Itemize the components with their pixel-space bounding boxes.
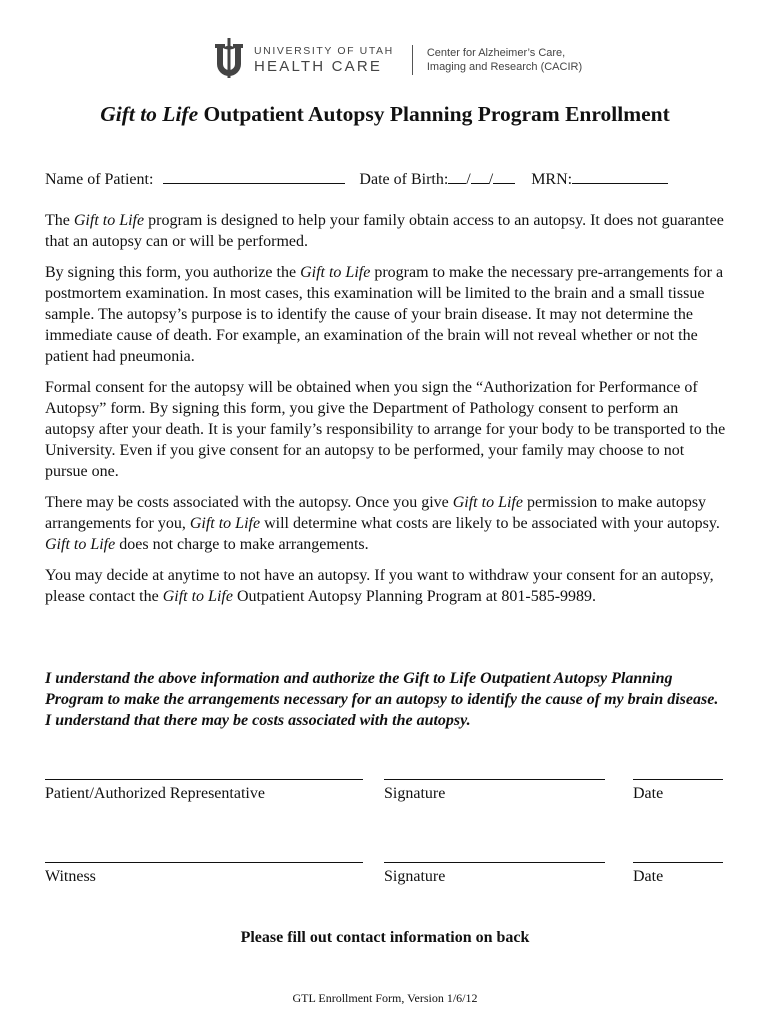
witness-name-line[interactable] — [45, 862, 363, 863]
signature-row-patient — [45, 779, 725, 819]
page-title — [0, 102, 770, 127]
body-text — [45, 210, 727, 617]
witness-name-block — [45, 862, 363, 886]
dob-sep-2: / — [488, 171, 494, 188]
patient-fields — [45, 169, 735, 189]
p4-italic-2: Gift to Life — [189, 515, 261, 532]
title-rest: Outpatient Autopsy Planning Program Enrollment — [198, 102, 670, 126]
dob-year-field[interactable] — [493, 169, 515, 184]
dob-sep-1: / — [466, 171, 471, 188]
witness-signature-line[interactable] — [384, 862, 605, 863]
dob-label: Date of Birth: — [359, 171, 449, 188]
p4-text-a: There may be costs associated with the autopsy. Once you give — [45, 494, 453, 511]
dob-day-field[interactable] — [471, 169, 489, 184]
org-line2: HEALTH CARE — [254, 57, 383, 75]
form-version-footer: GTL Enrollment Form, Version 1/6/12 — [292, 991, 478, 1005]
center-line1: Center for Alzheimer’s Care, — [426, 47, 566, 59]
witness-signature-block — [384, 862, 605, 886]
title-italic: Gift to Life — [100, 102, 199, 126]
mrn-label: MRN: — [531, 171, 573, 188]
p4-text-c: permission to make autopsy arrangements for you, — [45, 494, 707, 532]
patient-signature-label: Signature — [384, 785, 446, 802]
header-divider — [412, 45, 413, 75]
paragraph-2 — [45, 262, 727, 367]
p1-italic: Gift to Life — [73, 212, 145, 229]
witness-date-block — [633, 862, 723, 886]
p4-italic-3: Gift to Life — [45, 536, 116, 553]
p5-text-a: You may decide at anytime to not have an autopsy. If you want to withdraw your consent for an autopsy, please contact the — [45, 567, 714, 605]
p1-text-a: The — [45, 212, 74, 229]
witness-date-label: Date — [633, 868, 664, 885]
patient-name-label: Patient/Authorized Representative — [45, 785, 265, 802]
p1-text-c: program is designed to help your family obtain access to an autopsy. It does not guarantee that an autopsy can or will be performed. — [45, 212, 724, 250]
back-page-note: Please fill out contact information on back — [240, 929, 530, 946]
p4-italic-1: Gift to Life — [452, 494, 523, 511]
p2-text-a: By signing this form, you authorize the — [45, 264, 301, 281]
paragraph-5 — [45, 565, 727, 607]
header — [212, 38, 582, 82]
patient-signature-line[interactable] — [384, 779, 605, 780]
paragraph-1 — [45, 210, 727, 252]
dob-month-field[interactable] — [448, 169, 466, 184]
paragraph-4 — [45, 492, 727, 555]
signature-row-witness — [45, 862, 725, 902]
logo-text — [254, 45, 394, 76]
center-name — [427, 46, 582, 74]
authorization-statement: I understand the above information and authorize the Gift to Life Outpatient Autopsy Planning Program to make the arrangements necessary for an autopsy to identify the cause of my brain disease. I understand that there may be costs associated with the autopsy. — [45, 670, 719, 729]
p2-text-c: program to make the necessary pre-arrangements for a postmortem examination. In most cases, this examination will be limited to the brain and a small tissue sample. The autopsy’s purpose is to identify the cause of your brain disease. It may not determine the immediate cause of death. For example, an examination of the brain will not reveal whether or not the patient had pneumonia. — [45, 264, 724, 365]
patient-date-line[interactable] — [633, 779, 723, 780]
patient-date-label: Date — [633, 785, 664, 802]
patient-signature-block — [384, 779, 605, 803]
p5-text-c: Outpatient Autopsy Planning Program at 801-585-9989. — [232, 588, 597, 605]
patient-date-block — [633, 779, 723, 803]
p5-italic: Gift to Life — [162, 588, 233, 605]
p4-text-g: does not charge to make arrangements. — [115, 536, 369, 553]
org-line1: UNIVERSITY OF UTAH — [254, 44, 394, 57]
patient-name-line[interactable] — [45, 779, 363, 780]
name-label: Name of Patient: — [45, 171, 154, 188]
witness-date-line[interactable] — [633, 862, 723, 863]
university-logo-icon — [212, 38, 246, 82]
witness-signature-label: Signature — [384, 868, 446, 885]
patient-name-block — [45, 779, 363, 803]
witness-name-label: Witness — [45, 868, 96, 885]
p2-italic: Gift to Life — [300, 264, 371, 281]
mrn-field[interactable] — [572, 169, 668, 184]
center-line2: Imaging and Research (CACIR) — [426, 61, 583, 73]
p4-text-e: will determine what costs are likely to be associated with your autopsy. — [260, 515, 720, 532]
name-field[interactable] — [163, 169, 345, 184]
paragraph-3: Formal consent for the autopsy will be obtained when you sign the “Authorization for Performance of Autopsy” form. By signing this form, you give the Department of Pathology consent to perform an autopsy after your death. It is your family’s responsibility to arrange for your body to be transported to the University. Even if you give consent for an autopsy to be performed, your family may choose to not pursue one. — [45, 379, 726, 480]
